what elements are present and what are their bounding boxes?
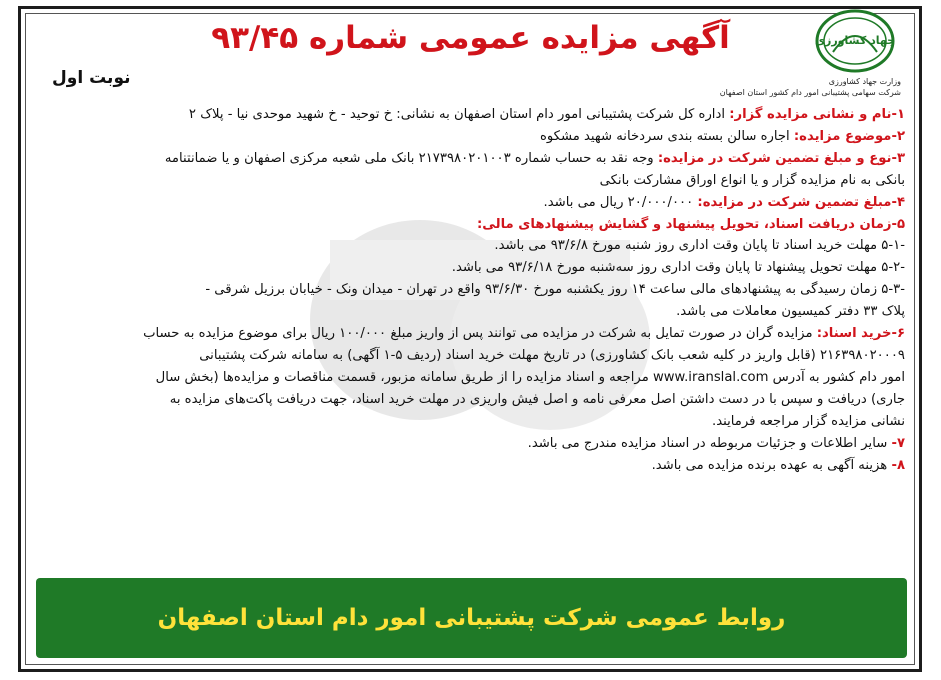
item-5-number: ۵-: [891, 216, 905, 232]
turn-label: نوبت اول: [52, 68, 131, 88]
item-4: [44, 192, 905, 214]
item-3-continued: بانکی به نام مزایده گزار و یا انواع اوراق مشارکت بانکی: [599, 172, 905, 188]
item-3: [44, 148, 905, 170]
item-3-number: ۳-: [891, 150, 905, 166]
item-5-label: زمان دریافت اسناد، تحویل پیشنهاد و گشایش پیشنهادهای مالی:: [477, 216, 892, 232]
item-2: [44, 126, 905, 148]
item-6-number: ۶-: [891, 326, 905, 342]
ministry-line-1: وزارت جهاد کشاورزی: [828, 77, 901, 86]
item-6-line-5: نشانی مزایده گزار مراجعه فرمایند.: [712, 413, 905, 429]
item-2-text: اجاره سالن بسته بندی سردخانه شهید مشکوه: [539, 128, 794, 144]
item-1-text: اداره کل شرکت پشتیبانی امور دام استان اصفهان به نشانی: خ توحید - خ شهید موحدی نیا - پلاک ۲: [188, 107, 730, 122]
item-7-text: سایر اطلاعات و جزئیات مربوطه در اسناد مزایده مندرج می باشد.: [527, 435, 892, 451]
item-5-1: -۵-۱ مهلت خرید اسناد تا پایان وقت اداری روز شنبه مورخ ۹۳/۶/۸ می باشد.: [494, 238, 905, 254]
item-6-line-4: جاری) دریافت و سپس با در دست داشتن اصل معرفی نامه و اصل فیش واریزی در مهلت خرید اسناد، جهت دریافت پاکت‌های مزایده به: [169, 391, 905, 407]
item-2-number: ۲-: [891, 128, 905, 144]
notice-body: [44, 104, 905, 476]
item-6: [44, 323, 905, 345]
item-7: [44, 433, 905, 455]
item-4-label: مبلغ تضمین شرکت در مزایده:: [697, 194, 892, 210]
item-8-number: ۸-: [891, 457, 905, 473]
notice-title: آگهی مزایده عمومی شماره ۹۳/۴۵: [211, 20, 730, 56]
item-4-text: ۲۰/۰۰۰/۰۰۰ ریال می باشد.: [543, 194, 698, 210]
item-8: [44, 455, 905, 477]
footer-text: روابط عمومی شرکت پشتیبانی امور دام استان اصفهان: [157, 605, 786, 631]
logo-text: جهاد کشاورزی: [814, 34, 896, 47]
item-4-number: ۴-: [891, 194, 905, 210]
item-1-label: نام و نشانی مزایده گزار:: [729, 107, 892, 122]
item-5-3: -۵-۳ زمان رسیدگی به پیشنهادهای مالی ساعت ۱۴ روز یکشنبه مورخ ۹۳/۶/۳۰ واقع در تهران - میدان ونک - خیابان برزیل شرقی -: [205, 282, 905, 298]
item-7-number: ۷-: [891, 435, 905, 451]
item-8-text: هزینه آگهی به عهده برنده مزایده می باشد.: [651, 457, 892, 473]
item-1-number: ۱-: [891, 107, 905, 122]
footer-banner: [36, 578, 907, 658]
ministry-line-2: شرکت سهامی پشتیبانی امور دام کشور استان اصفهان: [719, 88, 901, 97]
item-3-text: وجه نقد به حساب شماره ۲۱۷۳۹۸۰۲۰۱۰۰۳ بانک ملی شعبه مرکزی اصفهان و یا ضمانتنامه: [164, 150, 658, 166]
item-3-label: نوع و مبلغ تضمین شرکت در مزایده:: [657, 150, 892, 166]
item-5-2: -۵-۲ مهلت تحویل پیشنهاد تا پایان وقت اداری روز سه‌شنبه مورخ ۹۳/۶/۱۸ می باشد.: [451, 260, 905, 276]
item-1: [44, 104, 905, 126]
item-6-line-2: ۲۱۶۳۹۸۰۲۰۰۰۹ (قابل واریز در کلیه شعب بانک کشاورزی) در تاریخ مهلت خرید اسناد (ردیف ۵-۱ آگهی) به سامانه شرکت پشتیبانی: [199, 347, 905, 363]
item-5: [44, 214, 905, 236]
item-2-label: موضوع مزایده:: [793, 128, 892, 144]
item-6-text: مزایده گران در صورت تمایل به شرکت در مزایده می توانند پس از واریز مبلغ ۱۰۰/۰۰۰ ریال برای موضوع مزایده به حساب: [143, 326, 817, 342]
item-6-label: خرید اسناد:: [816, 326, 892, 342]
item-5-3-continued: پلاک ۳۳ دفتر کمیسیون معاملات می باشد.: [676, 304, 905, 320]
ministry-heading: [681, 76, 901, 98]
item-6-line-3: امور دام کشور به آدرس www.iranslal.com مراجعه و اسناد مزایده را از طریق سامانه مزبور، قسمت مناقصات و مزایده‌ها (بخش سال: [155, 369, 905, 385]
